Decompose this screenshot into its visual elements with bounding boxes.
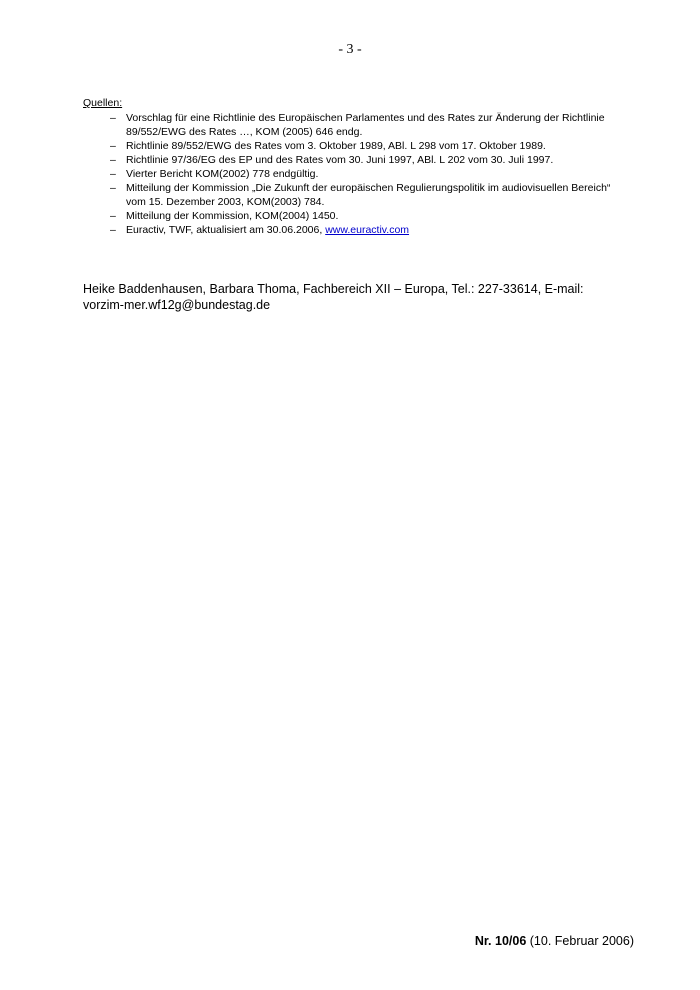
source-item	[83, 111, 623, 139]
source-text: Euractiv, TWF, aktualisiert am 30.06.2006,	[126, 224, 326, 236]
source-item	[83, 181, 623, 209]
dash-bullet: –	[110, 210, 116, 222]
source-item	[83, 209, 623, 223]
sources-heading: Quellen:	[83, 97, 123, 109]
footer-issue	[475, 933, 634, 949]
euractiv-link[interactable]: www.euractiv.com	[325, 224, 410, 236]
dash-bullet: –	[110, 168, 116, 180]
source-text: Vorschlag für eine Richtlinie des Europäischen Parlamentes und des Rates zur Änderung der Richtlinie 89/552/EWG des Rates …, KOM (2005) 646 endg.	[126, 112, 605, 138]
page-number: - 3 -	[338, 42, 362, 57]
sources-list	[83, 111, 623, 237]
dash-bullet: –	[110, 182, 116, 194]
source-item	[83, 223, 623, 237]
dash-bullet: –	[110, 140, 116, 152]
dash-bullet: –	[110, 112, 116, 124]
issue-number: Nr. 10/06	[474, 934, 527, 948]
sources-section	[83, 97, 623, 237]
source-text: Richtlinie 97/36/EG des EP und des Rates vom 30. Juni 1997, ABl. L 202 vom 30. Juli 1997.	[126, 154, 554, 166]
source-text: Mitteilung der Kommission „Die Zukunft der europäischen Regulierungspolitik im audiovisuellen Bereich“ vom 15. Dezember 2003, KOM(2003) 784.	[126, 182, 611, 208]
author-contact: Heike Baddenhausen, Barbara Thoma, Fachbereich XII – Europa, Tel.: 227-33614, E-mail: vorzim-mer.wf12g@bundestag.de	[83, 282, 584, 312]
issue-date: (10. Februar 2006)	[526, 934, 634, 948]
source-item	[83, 153, 623, 167]
source-text: Mitteilung der Kommission, KOM(2004) 1450.	[126, 210, 339, 222]
dash-bullet: –	[110, 224, 116, 236]
source-text: Vierter Bericht KOM(2002) 778 endgültig.	[126, 168, 319, 180]
source-text: Richtlinie 89/552/EWG des Rates vom 3. Oktober 1989, ABl. L 298 vom 17. Oktober 1989.	[126, 140, 546, 152]
dash-bullet: –	[110, 154, 116, 166]
source-item	[83, 167, 623, 181]
source-item	[83, 139, 623, 153]
